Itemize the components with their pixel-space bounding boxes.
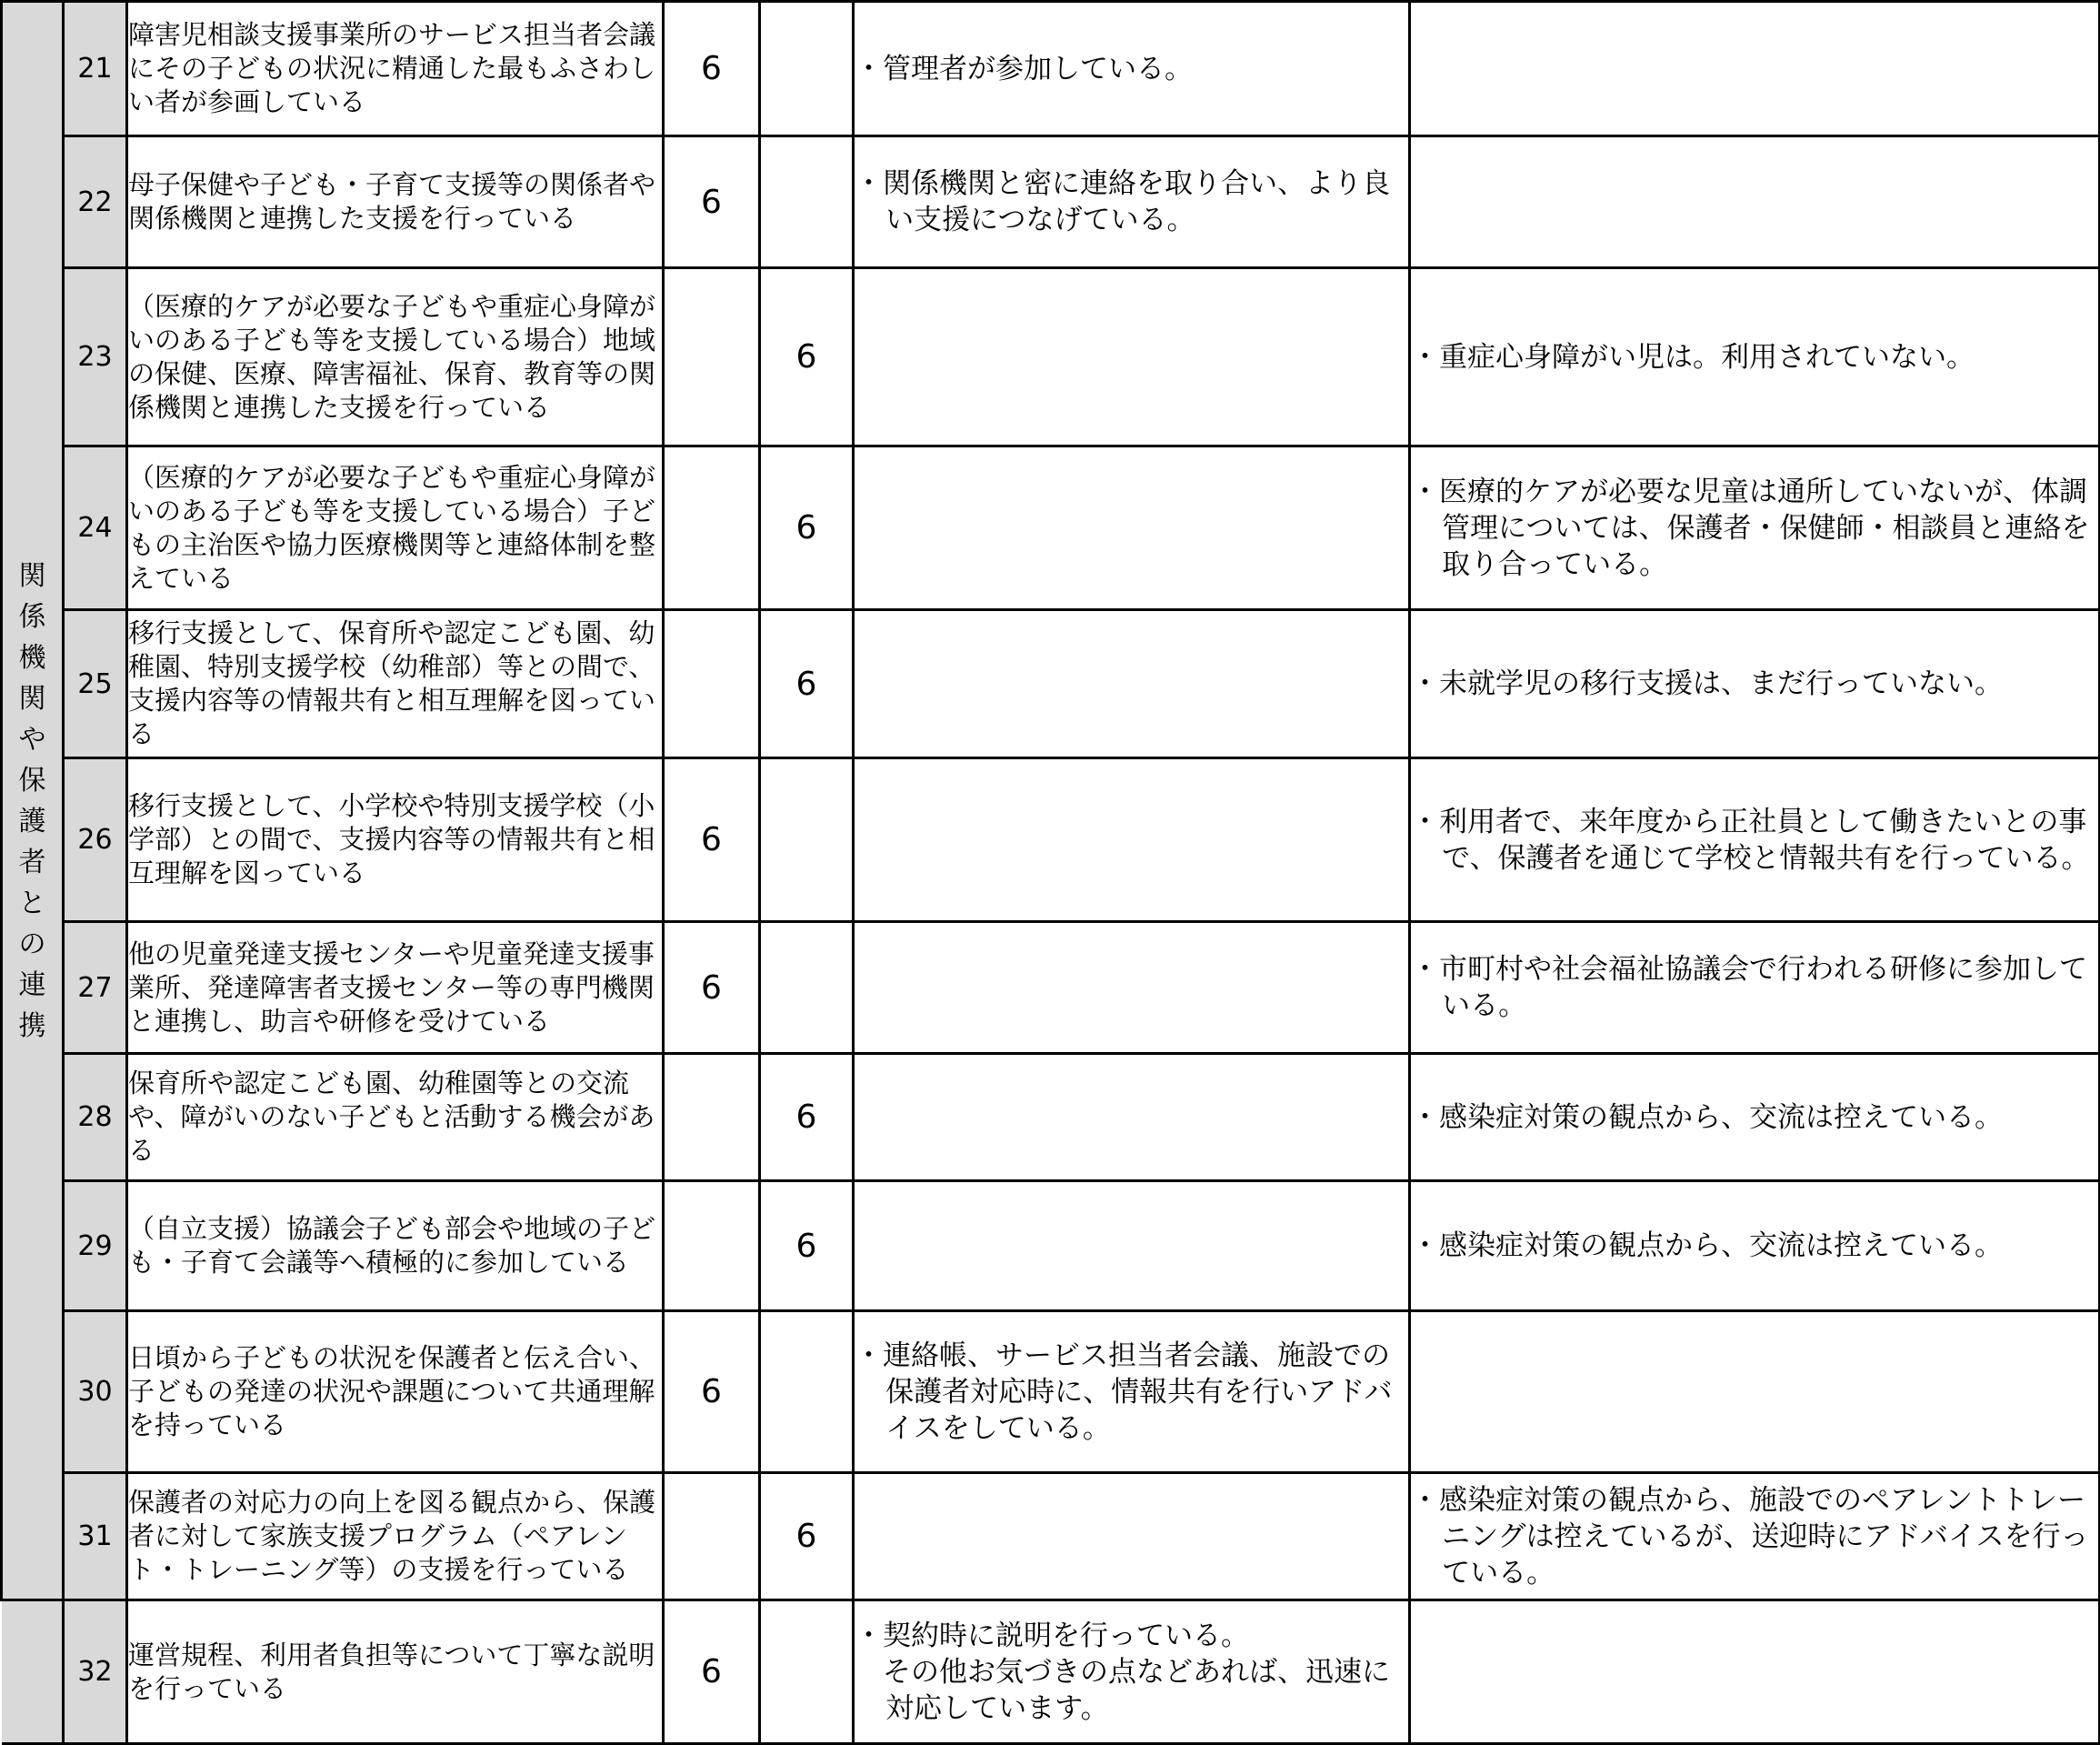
table-row bbox=[2, 2, 2100, 136]
table-row bbox=[2, 1473, 2100, 1600]
yes-count: 6 bbox=[664, 758, 760, 922]
table-row bbox=[2, 610, 2100, 758]
item-text: 障害児相談支援事業所のサービス担当者会議にその子どもの状況に精通した最もふさわしい者が参画している bbox=[127, 2, 664, 136]
strength-comment bbox=[854, 2, 1410, 136]
comment-line: ・関係機関と密に連絡を取り合い、より良い支援につなげている。 bbox=[855, 167, 1390, 236]
no-count bbox=[760, 1311, 854, 1473]
strength-comment bbox=[854, 1473, 1410, 1600]
improvement-comment bbox=[1410, 610, 2100, 758]
comment-line: その他お気づきの点などあれば、迅速に対応しています。 bbox=[855, 1655, 1390, 1725]
improvement-comment bbox=[1410, 1181, 2100, 1311]
item-number: 32 bbox=[64, 1600, 127, 1744]
comment-line: ・感染症対策の観点から、交流は控えている。 bbox=[1411, 1229, 2003, 1262]
yes-count bbox=[664, 446, 760, 610]
item-number: 24 bbox=[64, 446, 127, 610]
improvement-comment bbox=[1410, 1473, 2100, 1600]
yes-count bbox=[664, 1054, 760, 1181]
comment-line: ・契約時に説明を行っている。 bbox=[855, 1619, 1249, 1652]
no-count: 6 bbox=[760, 1181, 854, 1311]
comment-line: ・市町村や社会福祉協議会で行われる研修に参加している。 bbox=[1411, 953, 2087, 1022]
no-count bbox=[760, 136, 854, 268]
table-row bbox=[2, 1181, 2100, 1311]
yes-count: 6 bbox=[664, 2, 760, 136]
no-count: 6 bbox=[760, 1473, 854, 1600]
yes-count: 6 bbox=[664, 136, 760, 268]
strength-comment bbox=[854, 446, 1410, 610]
table-row bbox=[2, 1600, 2100, 1744]
no-count bbox=[760, 1600, 854, 1744]
yes-count bbox=[664, 1473, 760, 1600]
item-text: 保護者の対応力の向上を図る観点から、保護者に対して家族支援プログラム（ペアレント・トレーニング等）の支援を行っている bbox=[127, 1473, 664, 1600]
item-number: 28 bbox=[64, 1054, 127, 1181]
item-number: 25 bbox=[64, 610, 127, 758]
comment-line: ・連絡帳、サービス担当者会議、施設での保護者対応時に、情報共有を行いアドバイスをしている。 bbox=[855, 1339, 1393, 1445]
table-row bbox=[2, 922, 2100, 1054]
strength-comment bbox=[854, 136, 1410, 268]
comment-line: ・感染症対策の観点から、施設でのペアレントトレーニングは控えているが、送迎時にアドバイスを行っている。 bbox=[1411, 1483, 2089, 1590]
strength-comment bbox=[854, 922, 1410, 1054]
comment-line: ・感染症対策の観点から、交流は控えている。 bbox=[1411, 1100, 2003, 1134]
improvement-comment bbox=[1410, 1311, 2100, 1473]
item-text: 移行支援として、保育所や認定こども園、幼稚園、特別支援学校（幼稚部）等との間で、支援内容等の情報共有と相互理解を図っている bbox=[127, 610, 664, 758]
improvement-comment bbox=[1410, 268, 2100, 446]
item-number: 21 bbox=[64, 2, 127, 136]
improvement-comment bbox=[1410, 1054, 2100, 1181]
item-text: （医療的ケアが必要な子どもや重症心身障がいのある子ども等を支援している場合）子どもの主治医や協力医療機関等と連絡体制を整えている bbox=[127, 446, 664, 610]
item-text: （医療的ケアが必要な子どもや重症心身障がいのある子ども等を支援している場合）地域の保健、医療、障害福祉、保育、教育等の関係機関と連携した支援を行っている bbox=[127, 268, 664, 446]
strength-comment bbox=[854, 610, 1410, 758]
table-row bbox=[2, 758, 2100, 922]
yes-count: 6 bbox=[664, 922, 760, 1054]
table-row bbox=[2, 1054, 2100, 1181]
strength-comment bbox=[854, 758, 1410, 922]
item-text: 保育所や認定こども園、幼稚園等との交流や、障がいのない子どもと活動する機会がある bbox=[127, 1054, 664, 1181]
yes-count: 6 bbox=[664, 1600, 760, 1744]
item-text: 運営規程、利用者負担等について丁寧な説明を行っている bbox=[127, 1600, 664, 1744]
category-cell bbox=[2, 2, 64, 1600]
comment-line: ・医療的ケアが必要な児童は通所していないが、体調管理については、保護者・保健師・相談員と連絡を取り合っている。 bbox=[1411, 475, 2090, 581]
no-count bbox=[760, 922, 854, 1054]
yes-count: 6 bbox=[664, 1311, 760, 1473]
strength-comment bbox=[854, 1600, 1410, 1744]
item-text: 他の児童発達支援センターや児童発達支援事業所、発達障害者支援センター等の専門機関と連携し、助言や研修を受けている bbox=[127, 922, 664, 1054]
table-row bbox=[2, 268, 2100, 446]
no-count: 6 bbox=[760, 610, 854, 758]
no-count bbox=[760, 2, 854, 136]
item-number: 26 bbox=[64, 758, 127, 922]
no-count: 6 bbox=[760, 268, 854, 446]
comment-line: ・未就学児の移行支援は、まだ行っていない。 bbox=[1411, 667, 2003, 700]
no-count bbox=[760, 758, 854, 922]
no-count: 6 bbox=[760, 1054, 854, 1181]
improvement-comment bbox=[1410, 2, 2100, 136]
improvement-comment bbox=[1410, 922, 2100, 1054]
comment-line: ・重症心身障がい児は。利用されていない。 bbox=[1411, 340, 1975, 374]
improvement-comment bbox=[1410, 1600, 2100, 1744]
item-number: 27 bbox=[64, 922, 127, 1054]
comment-line: ・管理者が参加している。 bbox=[855, 52, 1193, 85]
item-text: （自立支援）協議会子ども部会や地域の子ども・子育て会議等へ積極的に参加している bbox=[127, 1181, 664, 1311]
item-text: 日頃から子どもの状況を保護者と伝え合い、子どもの発達の状況や課題について共通理解を持っている bbox=[127, 1311, 664, 1473]
table-row bbox=[2, 136, 2100, 268]
item-number: 29 bbox=[64, 1181, 127, 1311]
comment-line: ・利用者で、来年度から正社員として働きたいとの事で、保護者を通じて学校と情報共有を行っている。 bbox=[1411, 805, 2090, 875]
yes-count bbox=[664, 1181, 760, 1311]
strength-comment bbox=[854, 1054, 1410, 1181]
improvement-comment bbox=[1410, 136, 2100, 268]
item-text: 移行支援として、小学校や特別支援学校（小学部）との間で、支援内容等の情報共有と相互理解を図っている bbox=[127, 758, 664, 922]
strength-comment bbox=[854, 1311, 1410, 1473]
category-label: 関係機関や保護者との連携 bbox=[18, 559, 46, 1042]
strength-comment bbox=[854, 1181, 1410, 1311]
item-number: 22 bbox=[64, 136, 127, 268]
yes-count bbox=[664, 268, 760, 446]
improvement-comment bbox=[1410, 758, 2100, 922]
table-row bbox=[2, 446, 2100, 610]
table-row bbox=[2, 1311, 2100, 1473]
item-number: 23 bbox=[64, 268, 127, 446]
no-count: 6 bbox=[760, 446, 854, 610]
item-text: 母子保健や子ども・子育て支援等の関係者や関係機関と連携した支援を行っている bbox=[127, 136, 664, 268]
yes-count bbox=[664, 610, 760, 758]
category-cell-next bbox=[2, 1600, 64, 1744]
item-number: 30 bbox=[64, 1311, 127, 1473]
strength-comment bbox=[854, 268, 1410, 446]
item-number: 31 bbox=[64, 1473, 127, 1600]
improvement-comment bbox=[1410, 446, 2100, 610]
